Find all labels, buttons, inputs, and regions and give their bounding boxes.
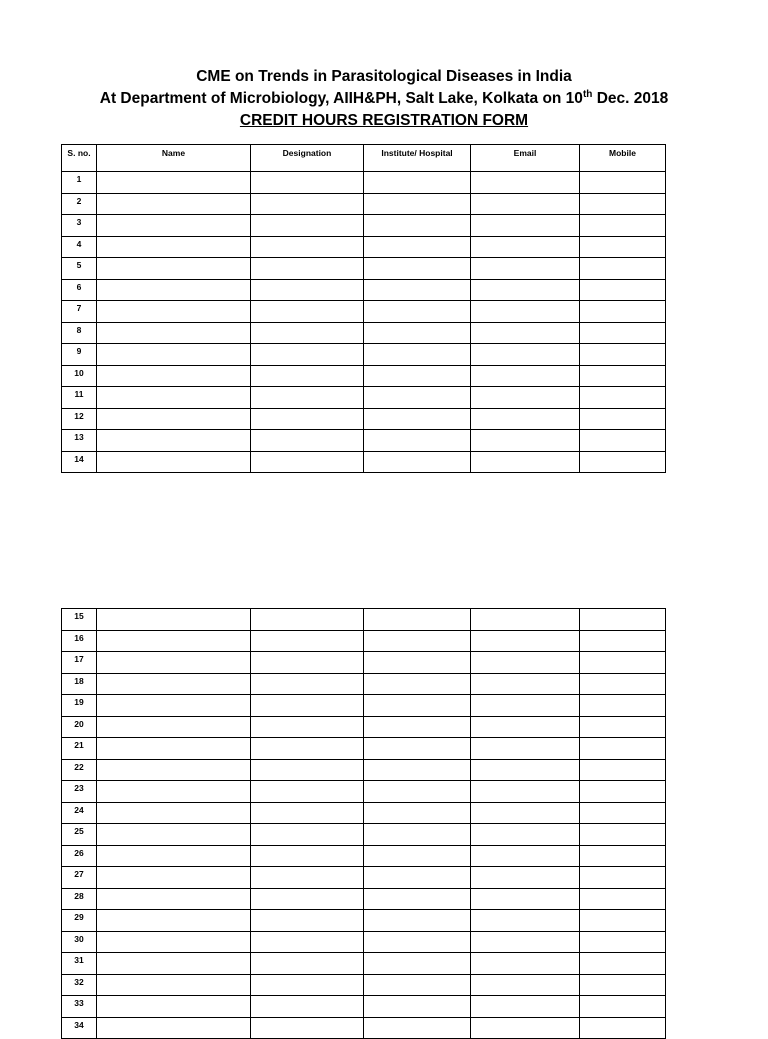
designation-cell[interactable] xyxy=(251,344,364,366)
email-cell[interactable] xyxy=(471,193,580,215)
mobile-cell[interactable] xyxy=(580,1017,666,1039)
name-cell[interactable] xyxy=(97,673,251,695)
serial-no-cell: 29 xyxy=(62,910,97,932)
serial-no-cell: 33 xyxy=(62,996,97,1018)
table-row xyxy=(62,996,666,1018)
institute-hospital-cell[interactable] xyxy=(364,695,471,717)
name-cell[interactable] xyxy=(97,301,251,323)
designation-cell[interactable] xyxy=(251,387,364,409)
column-header-email: Email xyxy=(471,145,580,172)
mobile-cell[interactable] xyxy=(580,215,666,237)
table-row xyxy=(62,824,666,846)
table-row xyxy=(62,279,666,301)
mobile-cell[interactable] xyxy=(580,974,666,996)
institute-hospital-cell[interactable] xyxy=(364,781,471,803)
table-row xyxy=(62,888,666,910)
name-cell[interactable] xyxy=(97,996,251,1018)
institute-hospital-cell[interactable] xyxy=(364,802,471,824)
name-cell[interactable] xyxy=(97,630,251,652)
email-cell[interactable] xyxy=(471,845,580,867)
institute-hospital-cell[interactable] xyxy=(364,910,471,932)
designation-cell[interactable] xyxy=(251,673,364,695)
mobile-cell[interactable] xyxy=(580,845,666,867)
name-cell[interactable] xyxy=(97,344,251,366)
table-row xyxy=(62,430,666,452)
mobile-cell[interactable] xyxy=(580,279,666,301)
name-cell[interactable] xyxy=(97,236,251,258)
designation-cell[interactable] xyxy=(251,996,364,1018)
name-cell[interactable] xyxy=(97,910,251,932)
institute-hospital-cell[interactable] xyxy=(364,974,471,996)
mobile-cell[interactable] xyxy=(580,193,666,215)
mobile-cell[interactable] xyxy=(580,931,666,953)
table-row xyxy=(62,451,666,473)
email-cell[interactable] xyxy=(471,738,580,760)
mobile-cell[interactable] xyxy=(580,408,666,430)
name-cell[interactable] xyxy=(97,258,251,280)
table-row xyxy=(62,867,666,889)
serial-no-cell: 34 xyxy=(62,1017,97,1039)
email-cell[interactable] xyxy=(471,695,580,717)
mobile-cell[interactable] xyxy=(580,759,666,781)
table-row xyxy=(62,215,666,237)
institute-hospital-cell[interactable] xyxy=(364,451,471,473)
name-cell[interactable] xyxy=(97,279,251,301)
serial-no-cell: 6 xyxy=(62,279,97,301)
name-cell[interactable] xyxy=(97,974,251,996)
serial-no-cell: 15 xyxy=(62,609,97,631)
email-cell[interactable] xyxy=(471,953,580,975)
email-cell[interactable] xyxy=(471,236,580,258)
serial-no-cell: 1 xyxy=(62,172,97,194)
table-row xyxy=(62,759,666,781)
serial-no-cell: 3 xyxy=(62,215,97,237)
name-cell[interactable] xyxy=(97,365,251,387)
column-header-institute-hospital: Institute/ Hospital xyxy=(364,145,471,172)
table-row xyxy=(62,802,666,824)
serial-no-cell: 4 xyxy=(62,236,97,258)
serial-no-cell: 11 xyxy=(62,387,97,409)
serial-no-cell: 24 xyxy=(62,802,97,824)
institute-hospital-cell[interactable] xyxy=(364,953,471,975)
table-row xyxy=(62,673,666,695)
institute-hospital-cell[interactable] xyxy=(364,193,471,215)
name-cell[interactable] xyxy=(97,1017,251,1039)
serial-no-cell: 14 xyxy=(62,451,97,473)
email-cell[interactable] xyxy=(471,172,580,194)
designation-cell[interactable] xyxy=(251,888,364,910)
column-header-designation: Designation xyxy=(251,145,364,172)
mobile-cell[interactable] xyxy=(580,802,666,824)
serial-no-cell: 17 xyxy=(62,652,97,674)
name-cell[interactable] xyxy=(97,824,251,846)
column-header-serial-no: S. no. xyxy=(62,145,97,172)
institute-hospital-cell[interactable] xyxy=(364,824,471,846)
designation-cell[interactable] xyxy=(251,974,364,996)
mobile-cell[interactable] xyxy=(580,695,666,717)
email-cell[interactable] xyxy=(471,451,580,473)
name-cell[interactable] xyxy=(97,408,251,430)
email-cell[interactable] xyxy=(471,759,580,781)
table-row xyxy=(62,716,666,738)
name-cell[interactable] xyxy=(97,172,251,194)
table-row xyxy=(62,172,666,194)
institute-hospital-cell[interactable] xyxy=(364,845,471,867)
name-cell[interactable] xyxy=(97,387,251,409)
table-row xyxy=(62,781,666,803)
table-row xyxy=(62,344,666,366)
designation-cell[interactable] xyxy=(251,408,364,430)
mobile-cell[interactable] xyxy=(580,716,666,738)
email-cell[interactable] xyxy=(471,974,580,996)
serial-no-cell: 16 xyxy=(62,630,97,652)
mobile-cell[interactable] xyxy=(580,365,666,387)
name-cell[interactable] xyxy=(97,931,251,953)
email-cell[interactable] xyxy=(471,673,580,695)
email-cell[interactable] xyxy=(471,888,580,910)
institute-hospital-cell[interactable] xyxy=(364,1017,471,1039)
table-row xyxy=(62,258,666,280)
designation-cell[interactable] xyxy=(251,301,364,323)
mobile-cell[interactable] xyxy=(580,451,666,473)
serial-no-cell: 31 xyxy=(62,953,97,975)
email-cell[interactable] xyxy=(471,996,580,1018)
designation-cell[interactable] xyxy=(251,1017,364,1039)
email-cell[interactable] xyxy=(471,910,580,932)
mobile-cell[interactable] xyxy=(580,673,666,695)
institute-hospital-cell[interactable] xyxy=(364,387,471,409)
form-title: CREDIT HOURS REGISTRATION FORM xyxy=(239,112,529,129)
table-row xyxy=(62,1017,666,1039)
serial-no-cell: 8 xyxy=(62,322,97,344)
serial-no-cell: 13 xyxy=(62,430,97,452)
designation-cell[interactable] xyxy=(251,953,364,975)
email-cell[interactable] xyxy=(471,408,580,430)
mobile-cell[interactable] xyxy=(580,910,666,932)
institute-hospital-cell[interactable] xyxy=(364,430,471,452)
name-cell[interactable] xyxy=(97,322,251,344)
designation-cell[interactable] xyxy=(251,824,364,846)
name-cell[interactable] xyxy=(97,845,251,867)
mobile-cell[interactable] xyxy=(580,609,666,631)
table-row xyxy=(62,695,666,717)
designation-cell[interactable] xyxy=(251,172,364,194)
event-venue-date: At Department of Microbiology, AIIH&PH, Salt Lake, Kolkata on 10th Dec. 2018 xyxy=(99,89,669,107)
table-row xyxy=(62,609,666,631)
designation-cell[interactable] xyxy=(251,609,364,631)
designation-cell[interactable] xyxy=(251,430,364,452)
institute-hospital-cell[interactable] xyxy=(364,258,471,280)
name-cell[interactable] xyxy=(97,430,251,452)
mobile-cell[interactable] xyxy=(580,430,666,452)
table-row xyxy=(62,193,666,215)
institute-hospital-cell[interactable] xyxy=(364,716,471,738)
name-cell[interactable] xyxy=(97,215,251,237)
serial-no-cell: 20 xyxy=(62,716,97,738)
institute-hospital-cell[interactable] xyxy=(364,759,471,781)
name-cell[interactable] xyxy=(97,716,251,738)
serial-no-cell: 18 xyxy=(62,673,97,695)
email-cell[interactable] xyxy=(471,609,580,631)
email-cell[interactable] xyxy=(471,387,580,409)
mobile-cell[interactable] xyxy=(580,867,666,889)
email-cell[interactable] xyxy=(471,430,580,452)
serial-no-cell: 22 xyxy=(62,759,97,781)
institute-hospital-cell[interactable] xyxy=(364,236,471,258)
registration-table xyxy=(61,144,666,473)
designation-cell[interactable] xyxy=(251,279,364,301)
institute-hospital-cell[interactable] xyxy=(364,888,471,910)
mobile-cell[interactable] xyxy=(580,236,666,258)
email-cell[interactable] xyxy=(471,365,580,387)
name-cell[interactable] xyxy=(97,652,251,674)
serial-no-cell: 26 xyxy=(62,845,97,867)
email-cell[interactable] xyxy=(471,1017,580,1039)
serial-no-cell: 12 xyxy=(62,408,97,430)
serial-no-cell: 23 xyxy=(62,781,97,803)
email-cell[interactable] xyxy=(471,630,580,652)
name-cell[interactable] xyxy=(97,802,251,824)
designation-cell[interactable] xyxy=(251,738,364,760)
serial-no-cell: 9 xyxy=(62,344,97,366)
email-cell[interactable] xyxy=(471,802,580,824)
designation-cell[interactable] xyxy=(251,716,364,738)
table-row xyxy=(62,953,666,975)
mobile-cell[interactable] xyxy=(580,322,666,344)
mobile-cell[interactable] xyxy=(580,630,666,652)
designation-cell[interactable] xyxy=(251,931,364,953)
mobile-cell[interactable] xyxy=(580,652,666,674)
institute-hospital-cell[interactable] xyxy=(364,652,471,674)
email-cell[interactable] xyxy=(471,258,580,280)
mobile-cell[interactable] xyxy=(580,996,666,1018)
institute-hospital-cell[interactable] xyxy=(364,931,471,953)
mobile-cell[interactable] xyxy=(580,258,666,280)
institute-hospital-cell[interactable] xyxy=(364,408,471,430)
email-cell[interactable] xyxy=(471,344,580,366)
serial-no-cell: 25 xyxy=(62,824,97,846)
table-row xyxy=(62,738,666,760)
table-row xyxy=(62,630,666,652)
institute-hospital-cell[interactable] xyxy=(364,172,471,194)
name-cell[interactable] xyxy=(97,738,251,760)
designation-cell[interactable] xyxy=(251,236,364,258)
email-cell[interactable] xyxy=(471,279,580,301)
table-row xyxy=(62,652,666,674)
table-row xyxy=(62,408,666,430)
serial-no-cell: 2 xyxy=(62,193,97,215)
table-row xyxy=(62,301,666,323)
serial-no-cell: 5 xyxy=(62,258,97,280)
name-cell[interactable] xyxy=(97,867,251,889)
name-cell[interactable] xyxy=(97,953,251,975)
mobile-cell[interactable] xyxy=(580,781,666,803)
table-row xyxy=(62,387,666,409)
name-cell[interactable] xyxy=(97,451,251,473)
column-header-mobile: Mobile xyxy=(580,145,666,172)
email-cell[interactable] xyxy=(471,215,580,237)
email-cell[interactable] xyxy=(471,716,580,738)
designation-cell[interactable] xyxy=(251,695,364,717)
mobile-cell[interactable] xyxy=(580,824,666,846)
table-row xyxy=(62,910,666,932)
name-cell[interactable] xyxy=(97,193,251,215)
institute-hospital-cell[interactable] xyxy=(364,322,471,344)
email-cell[interactable] xyxy=(471,781,580,803)
email-cell[interactable] xyxy=(471,824,580,846)
designation-cell[interactable] xyxy=(251,781,364,803)
serial-no-cell: 21 xyxy=(62,738,97,760)
institute-hospital-cell[interactable] xyxy=(364,996,471,1018)
institute-hospital-cell[interactable] xyxy=(364,630,471,652)
name-cell[interactable] xyxy=(97,781,251,803)
institute-hospital-cell[interactable] xyxy=(364,738,471,760)
institute-hospital-cell[interactable] xyxy=(364,673,471,695)
mobile-cell[interactable] xyxy=(580,301,666,323)
institute-hospital-cell[interactable] xyxy=(364,301,471,323)
mobile-cell[interactable] xyxy=(580,953,666,975)
serial-no-cell: 19 xyxy=(62,695,97,717)
institute-hospital-cell[interactable] xyxy=(364,344,471,366)
serial-no-cell: 7 xyxy=(62,301,97,323)
institute-hospital-cell[interactable] xyxy=(364,279,471,301)
event-title: CME on Trends in Parasitological Diseases in India xyxy=(196,68,572,85)
table-row xyxy=(62,931,666,953)
name-cell[interactable] xyxy=(97,759,251,781)
mobile-cell[interactable] xyxy=(580,387,666,409)
designation-cell[interactable] xyxy=(251,630,364,652)
designation-cell[interactable] xyxy=(251,215,364,237)
serial-no-cell: 27 xyxy=(62,867,97,889)
institute-hospital-cell[interactable] xyxy=(364,609,471,631)
designation-cell[interactable] xyxy=(251,652,364,674)
designation-cell[interactable] xyxy=(251,910,364,932)
serial-no-cell: 28 xyxy=(62,888,97,910)
mobile-cell[interactable] xyxy=(580,344,666,366)
designation-cell[interactable] xyxy=(251,258,364,280)
name-cell[interactable] xyxy=(97,695,251,717)
institute-hospital-cell[interactable] xyxy=(364,215,471,237)
name-cell[interactable] xyxy=(97,609,251,631)
email-cell[interactable] xyxy=(471,322,580,344)
name-cell[interactable] xyxy=(97,888,251,910)
table-row xyxy=(62,974,666,996)
email-cell[interactable] xyxy=(471,301,580,323)
table-row xyxy=(62,845,666,867)
designation-cell[interactable] xyxy=(251,322,364,344)
institute-hospital-cell[interactable] xyxy=(364,365,471,387)
table-header-row xyxy=(62,145,666,172)
email-cell[interactable] xyxy=(471,931,580,953)
mobile-cell[interactable] xyxy=(580,172,666,194)
serial-no-cell: 30 xyxy=(62,931,97,953)
column-header-name: Name xyxy=(97,145,251,172)
serial-no-cell: 10 xyxy=(62,365,97,387)
designation-cell[interactable] xyxy=(251,759,364,781)
table-row xyxy=(62,365,666,387)
designation-cell[interactable] xyxy=(251,193,364,215)
institute-hospital-cell[interactable] xyxy=(364,867,471,889)
designation-cell[interactable] xyxy=(251,365,364,387)
mobile-cell[interactable] xyxy=(580,888,666,910)
email-cell[interactable] xyxy=(471,867,580,889)
serial-no-cell: 32 xyxy=(62,974,97,996)
designation-cell[interactable] xyxy=(251,867,364,889)
designation-cell[interactable] xyxy=(251,451,364,473)
email-cell[interactable] xyxy=(471,652,580,674)
designation-cell[interactable] xyxy=(251,802,364,824)
table-row xyxy=(62,236,666,258)
registration-table-continued xyxy=(61,608,666,1039)
designation-cell[interactable] xyxy=(251,845,364,867)
mobile-cell[interactable] xyxy=(580,738,666,760)
table-row xyxy=(62,322,666,344)
